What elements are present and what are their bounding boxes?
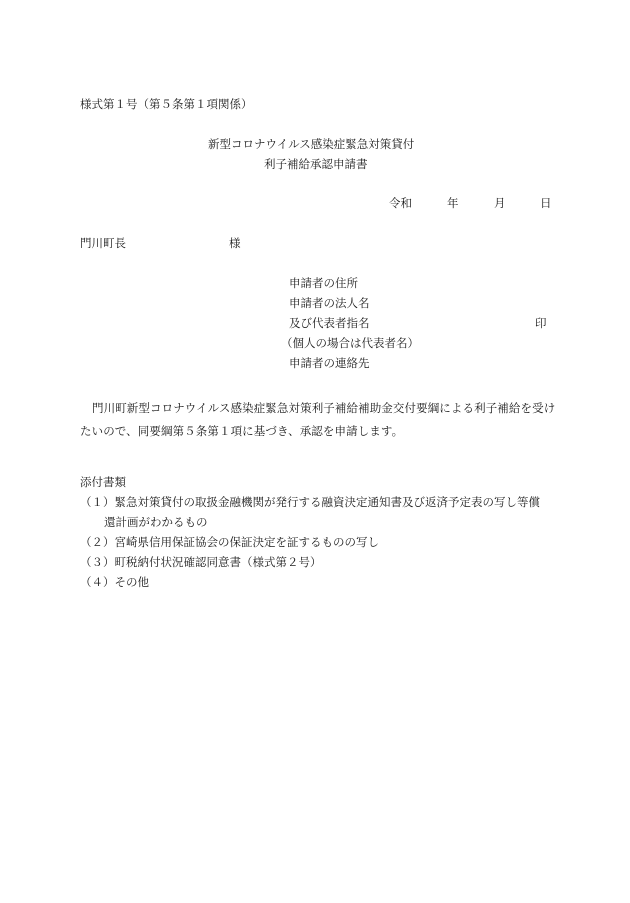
date-era: 令和 bbox=[389, 196, 412, 210]
seal-mark: 印 bbox=[535, 316, 547, 330]
attachment-num: （２） bbox=[80, 535, 115, 549]
attachment-item-1 bbox=[80, 497, 540, 509]
applicant-contact-label: 申請者の連絡先 bbox=[289, 356, 370, 370]
applicant-rep-label: 及び代表者指名 bbox=[289, 316, 370, 330]
body-paragraph: 門川町新型コロナウイルス感染症緊急対策利子補給補助金交付要綱による利子補給を受けたいので、同要綱第５条第１項に基づき、承認を申請します。 bbox=[80, 401, 556, 438]
date-year: 年 bbox=[447, 196, 459, 210]
attachment-item-2 bbox=[80, 537, 379, 549]
attachment-num: （４） bbox=[80, 575, 115, 589]
form-number: 様式第１号（第５条第１項関係） bbox=[80, 97, 253, 111]
attachment-text: 宮崎県信用保証協会の保証決定を証するものの写し bbox=[114, 535, 379, 549]
attachment-num: （３） bbox=[80, 555, 115, 569]
attachment-text: 緊急対策貸付の取扱金融機関が発行する融資決定通知書及び返済予定表の写し等償 bbox=[114, 495, 540, 509]
title-line-2: 利子補給承認申請書 bbox=[264, 157, 368, 171]
applicant-address-label: 申請者の住所 bbox=[289, 276, 358, 290]
attachment-text: その他 bbox=[114, 575, 149, 589]
attachments-heading: 添付書類 bbox=[80, 475, 126, 489]
attachment-text: 町税納付状況確認同意書（様式第２号） bbox=[114, 555, 322, 569]
individual-note: （個人の場合は代表者名） bbox=[281, 336, 419, 350]
date-day: 日 bbox=[540, 196, 552, 210]
attachment-num: （１） bbox=[80, 495, 115, 509]
title-line-1: 新型コロナウイルス感染症緊急対策貸付 bbox=[208, 137, 415, 151]
addressee-honorific: 様 bbox=[229, 236, 241, 250]
addressee-name: 門川町長 bbox=[80, 236, 126, 250]
date-month: 月 bbox=[494, 196, 506, 210]
attachment-item-4 bbox=[80, 577, 149, 589]
attachment-item-3 bbox=[80, 557, 322, 569]
attachment-item-1-continued: 還計画がわかるもの bbox=[104, 515, 208, 529]
applicant-corp-name-label: 申請者の法人名 bbox=[289, 296, 370, 310]
